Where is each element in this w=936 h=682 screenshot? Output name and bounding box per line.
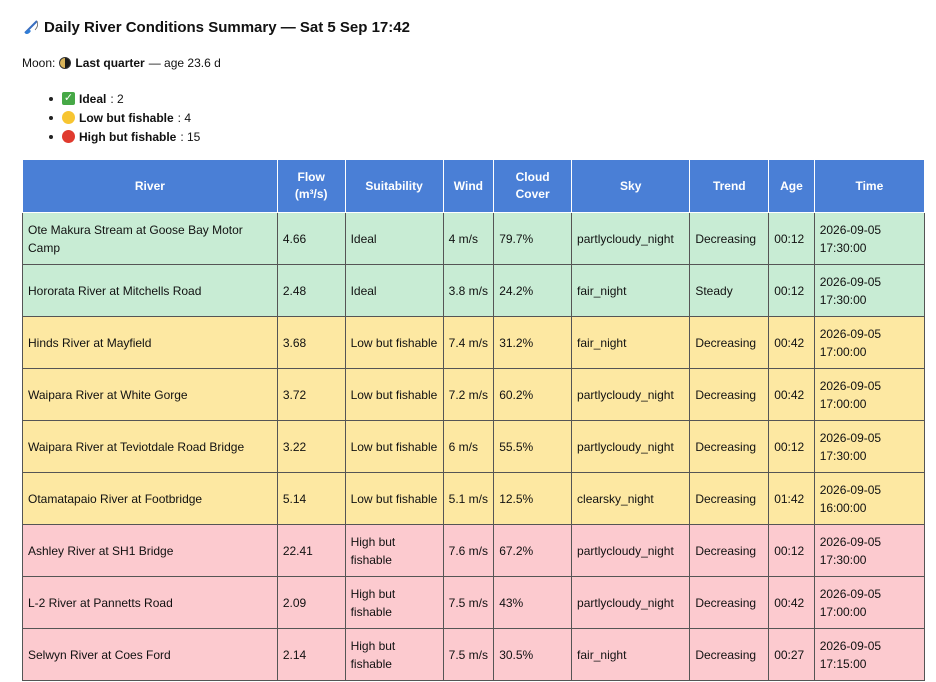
- cell-cloud: 43%: [494, 577, 572, 629]
- cell-trend: Decreasing: [690, 577, 769, 629]
- cell-cloud: 67.2%: [494, 525, 572, 577]
- cell-sky: partlycloudy_night: [572, 369, 690, 421]
- cell-sky: fair_night: [572, 317, 690, 369]
- cell-time: 2026-09-05 17:15:00: [814, 629, 924, 681]
- cell-flow: 2.09: [277, 577, 345, 629]
- summary-label: Low but fishable: [79, 110, 174, 125]
- cell-suitability: Ideal: [345, 213, 443, 265]
- cell-suitability: High but fishable: [345, 525, 443, 577]
- cell-time: 2026-09-05 17:00:00: [814, 369, 924, 421]
- cell-suitability: Low but fishable: [345, 421, 443, 473]
- column-header-flow: Flow (m³/s): [277, 160, 345, 213]
- cell-time: 2026-09-05 17:30:00: [814, 525, 924, 577]
- cell-cloud: 55.5%: [494, 421, 572, 473]
- table-header-row: [23, 160, 925, 213]
- cell-time: 2026-09-05 17:30:00: [814, 213, 924, 265]
- cell-flow: 2.14: [277, 629, 345, 681]
- cell-sky: partlycloudy_night: [572, 577, 690, 629]
- cell-flow: 4.66: [277, 213, 345, 265]
- cell-flow: 22.41: [277, 525, 345, 577]
- column-header-river: River: [23, 160, 278, 213]
- cell-wind: 3.8 m/s: [443, 265, 494, 317]
- cell-river: Ashley River at SH1 Bridge: [23, 525, 278, 577]
- summary-label: High but fishable: [79, 129, 177, 144]
- cell-river: Selwyn River at Coes Ford: [23, 629, 278, 681]
- column-header-age: Age: [769, 160, 815, 213]
- cell-wind: 7.6 m/s: [443, 525, 494, 577]
- cell-trend: Decreasing: [690, 369, 769, 421]
- cell-sky: fair_night: [572, 629, 690, 681]
- column-header-cloud-cover: Cloud Cover: [494, 160, 572, 213]
- summary-count: : 4: [177, 110, 192, 125]
- cell-trend: Decreasing: [690, 473, 769, 525]
- cell-sky: clearsky_night: [572, 473, 690, 525]
- cell-wind: 7.4 m/s: [443, 317, 494, 369]
- cell-flow: 5.14: [277, 473, 345, 525]
- moon-age: — age 23.6 d: [148, 56, 221, 70]
- cell-cloud: 60.2%: [494, 369, 572, 421]
- cell-trend: Decreasing: [690, 317, 769, 369]
- cell-time: 2026-09-05 17:00:00: [814, 317, 924, 369]
- cell-suitability: Low but fishable: [345, 369, 443, 421]
- cell-flow: 3.72: [277, 369, 345, 421]
- cell-flow: 2.48: [277, 265, 345, 317]
- summary-item-ideal: [62, 89, 200, 108]
- cell-suitability: Low but fishable: [345, 473, 443, 525]
- column-header-time: Time: [814, 160, 924, 213]
- summary-count: : 2: [110, 91, 124, 106]
- suitability-summary: [62, 89, 200, 146]
- cell-age: 00:12: [769, 525, 815, 577]
- page-title: [22, 18, 410, 36]
- moon-phase: Last quarter: [75, 56, 145, 70]
- cell-sky: fair_night: [572, 265, 690, 317]
- cell-cloud: 24.2%: [494, 265, 572, 317]
- moon-phase-icon: [59, 57, 71, 69]
- cell-age: 00:42: [769, 577, 815, 629]
- cell-cloud: 30.5%: [494, 629, 572, 681]
- table-row: [23, 473, 925, 525]
- table-row: [23, 577, 925, 629]
- cell-river: Ote Makura Stream at Goose Bay Motor Camp: [23, 213, 278, 265]
- cell-sky: partlycloudy_night: [572, 213, 690, 265]
- cell-wind: 7.5 m/s: [443, 577, 494, 629]
- table-row: [23, 213, 925, 265]
- cell-river: Waipara River at White Gorge: [23, 369, 278, 421]
- cell-wind: 5.1 m/s: [443, 473, 494, 525]
- cell-suitability: Low but fishable: [345, 317, 443, 369]
- table-row: [23, 317, 925, 369]
- moon-info: [22, 56, 221, 70]
- moon-label: Moon:: [22, 56, 56, 70]
- yellow-dot-icon: [62, 111, 75, 124]
- cell-suitability: High but fishable: [345, 577, 443, 629]
- column-header-sky: Sky: [572, 160, 690, 213]
- fishing-pole-icon: [22, 18, 40, 36]
- river-conditions-table: [22, 159, 925, 681]
- cell-time: 2026-09-05 17:30:00: [814, 265, 924, 317]
- summary-item-high: [62, 127, 200, 146]
- cell-suitability: High but fishable: [345, 629, 443, 681]
- cell-cloud: 31.2%: [494, 317, 572, 369]
- cell-age: 00:12: [769, 213, 815, 265]
- table-row: [23, 369, 925, 421]
- cell-suitability: Ideal: [345, 265, 443, 317]
- cell-trend: Steady: [690, 265, 769, 317]
- cell-wind: 7.2 m/s: [443, 369, 494, 421]
- summary-item-low: [62, 108, 200, 127]
- title-text: Daily River Conditions Summary — Sat 5 Sep 17:42: [44, 18, 410, 36]
- column-header-suitability: Suitability: [345, 160, 443, 213]
- table-row: [23, 629, 925, 681]
- table-row: [23, 525, 925, 577]
- table-row: [23, 265, 925, 317]
- cell-time: 2026-09-05 16:00:00: [814, 473, 924, 525]
- cell-river: Hororata River at Mitchells Road: [23, 265, 278, 317]
- cell-flow: 3.22: [277, 421, 345, 473]
- cell-age: 00:12: [769, 265, 815, 317]
- cell-age: 00:42: [769, 369, 815, 421]
- cell-trend: Decreasing: [690, 213, 769, 265]
- cell-trend: Decreasing: [690, 421, 769, 473]
- table-row: [23, 421, 925, 473]
- cell-time: 2026-09-05 17:00:00: [814, 577, 924, 629]
- cell-flow: 3.68: [277, 317, 345, 369]
- cell-cloud: 79.7%: [494, 213, 572, 265]
- cell-time: 2026-09-05 17:30:00: [814, 421, 924, 473]
- red-dot-icon: [62, 130, 75, 143]
- cell-river: L-2 River at Pannetts Road: [23, 577, 278, 629]
- cell-sky: partlycloudy_night: [572, 525, 690, 577]
- cell-trend: Decreasing: [690, 525, 769, 577]
- cell-wind: 4 m/s: [443, 213, 494, 265]
- column-header-trend: Trend: [690, 160, 769, 213]
- cell-river: Hinds River at Mayfield: [23, 317, 278, 369]
- cell-age: 00:27: [769, 629, 815, 681]
- cell-wind: 6 m/s: [443, 421, 494, 473]
- cell-wind: 7.5 m/s: [443, 629, 494, 681]
- cell-age: 00:12: [769, 421, 815, 473]
- summary-label: Ideal: [79, 91, 107, 106]
- cell-cloud: 12.5%: [494, 473, 572, 525]
- column-header-wind: Wind: [443, 160, 494, 213]
- cell-river: Waipara River at Teviotdale Road Bridge: [23, 421, 278, 473]
- cell-river: Otamatapaio River at Footbridge: [23, 473, 278, 525]
- summary-count: : 15: [180, 129, 201, 144]
- cell-trend: Decreasing: [690, 629, 769, 681]
- cell-sky: partlycloudy_night: [572, 421, 690, 473]
- cell-age: 00:42: [769, 317, 815, 369]
- cell-age: 01:42: [769, 473, 815, 525]
- check-icon: ✓: [63, 92, 74, 104]
